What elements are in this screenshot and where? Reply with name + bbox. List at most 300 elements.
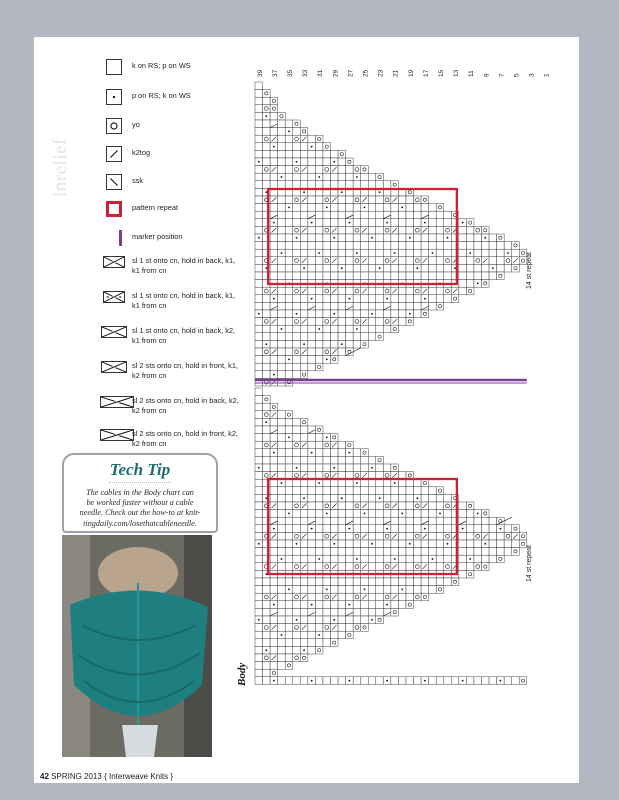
chart-cell	[300, 586, 308, 594]
chart-cell	[300, 631, 308, 639]
purl-dot	[379, 191, 381, 193]
chart-cell	[512, 525, 520, 533]
chart-cell	[293, 525, 301, 533]
chart-cell	[285, 631, 293, 639]
chart-cell	[338, 272, 346, 280]
chart-cell	[406, 295, 414, 303]
chart-cell	[293, 517, 301, 525]
chart-cell	[429, 226, 437, 234]
chart-cell	[323, 242, 331, 250]
purl-dot	[296, 237, 298, 239]
chart-cell	[270, 181, 278, 189]
chart-cell	[263, 287, 271, 295]
chart-cell	[338, 158, 346, 166]
chart-cell	[331, 449, 339, 457]
chart-cell	[466, 280, 474, 288]
chart-cell	[278, 257, 286, 265]
purl-dot	[356, 176, 358, 178]
chart-cell	[270, 363, 278, 371]
chart-cell	[459, 555, 467, 563]
chart-cell	[270, 356, 278, 364]
chart-cell	[421, 540, 429, 548]
chart-cell	[338, 449, 346, 457]
purl-dot	[356, 558, 358, 560]
chart-cell	[376, 532, 384, 540]
chart-cell	[315, 272, 323, 280]
chart-cell	[376, 555, 384, 563]
purl-dot	[288, 359, 290, 361]
chart-cell	[300, 548, 308, 556]
chart-cell	[285, 601, 293, 609]
chart-cell	[278, 242, 286, 250]
chart-cell	[338, 456, 346, 464]
chart-cell	[368, 295, 376, 303]
purl-dot	[386, 680, 388, 682]
chart-cell	[361, 242, 369, 250]
chart-cell	[398, 479, 406, 487]
chart-cell	[346, 502, 354, 510]
chart-cell	[421, 204, 429, 212]
chart-cell	[398, 310, 406, 318]
chart-cell	[353, 310, 361, 318]
chart-cell	[308, 548, 316, 556]
chart-cell	[323, 517, 331, 525]
chart-cell	[270, 487, 278, 495]
chart-cell	[346, 204, 354, 212]
chart-cell	[406, 517, 414, 525]
chart-cell	[436, 525, 444, 533]
chart-cell	[331, 272, 339, 280]
chart-cell	[331, 548, 339, 556]
chart-cell	[263, 97, 271, 105]
chart-cell	[436, 272, 444, 280]
chart-cell	[353, 219, 361, 227]
purl-dot	[281, 482, 283, 484]
chart-cell	[323, 532, 331, 540]
chart-cell	[504, 540, 512, 548]
chart-cell	[383, 502, 391, 510]
purl-dot	[265, 115, 267, 117]
chart-cell	[293, 586, 301, 594]
chart-cell	[263, 593, 271, 601]
chart-cell	[504, 264, 512, 272]
chart-cell	[255, 525, 263, 533]
chart-cell	[466, 219, 474, 227]
chart-cell	[323, 302, 331, 310]
chart-cell	[270, 403, 278, 411]
chart-cell	[421, 479, 429, 487]
chart-cell	[406, 525, 414, 533]
chart-cell	[391, 464, 399, 472]
chart-cell	[482, 510, 490, 518]
chart-cell	[300, 654, 308, 662]
chart-cell	[406, 226, 414, 234]
chart-cell	[293, 211, 301, 219]
chart-cell	[308, 464, 316, 472]
chart-cell	[293, 264, 301, 272]
chart-cell	[497, 264, 505, 272]
chart-cell	[255, 333, 263, 341]
chart-cell	[346, 532, 354, 540]
chart-cell	[429, 517, 437, 525]
chart-cell	[444, 510, 452, 518]
chart-cell	[285, 264, 293, 272]
chart-cell	[315, 441, 323, 449]
chart-cell	[414, 310, 422, 318]
chart-cell	[293, 639, 301, 647]
chart-cell	[466, 548, 474, 556]
chart-cell	[293, 532, 301, 540]
chart-cell	[270, 631, 278, 639]
chart-cell	[263, 120, 271, 128]
chart-cell	[315, 287, 323, 295]
purl-dot	[303, 649, 305, 651]
chart-cell	[278, 295, 286, 303]
chart-cell	[263, 403, 271, 411]
chart-cell	[414, 302, 422, 310]
chart-cell	[338, 219, 346, 227]
purl-dot	[341, 267, 343, 269]
chart-cell	[263, 677, 271, 685]
chart-cell	[278, 654, 286, 662]
chart-cell	[308, 502, 316, 510]
chart-cell	[293, 150, 301, 158]
chart-cell	[398, 677, 406, 685]
chart-cell	[338, 287, 346, 295]
chart-cell	[383, 586, 391, 594]
purl-dot	[371, 619, 373, 621]
chart-cell	[278, 563, 286, 571]
chart-cell	[489, 517, 497, 525]
chart-cell	[489, 272, 497, 280]
chart-cell	[406, 487, 414, 495]
chart-cell	[278, 181, 286, 189]
chart-cell	[459, 563, 467, 571]
chart-cell	[285, 464, 293, 472]
chart-cell	[308, 563, 316, 571]
chart-cell	[346, 456, 354, 464]
chart-cell	[338, 226, 346, 234]
chart-cell	[474, 234, 482, 242]
purl-dot	[326, 207, 328, 209]
chart-cell	[308, 586, 316, 594]
chart-cell	[376, 525, 384, 533]
key-label: sl 1 st onto cn, hold in back, k2, k1 from cn	[132, 326, 236, 345]
chart-cell	[391, 540, 399, 548]
chart-cell	[338, 173, 346, 181]
chart-cell	[414, 196, 422, 204]
chart-cell	[383, 196, 391, 204]
chart-cell	[315, 257, 323, 265]
chart-cell	[285, 411, 293, 419]
chart-cell	[285, 624, 293, 632]
chart-cell	[331, 340, 339, 348]
chart-cell	[436, 548, 444, 556]
purl-dot	[281, 176, 283, 178]
chart-cell	[315, 616, 323, 624]
chart-cell	[263, 333, 271, 341]
chart-cell	[429, 563, 437, 571]
chart-cell	[300, 418, 308, 426]
chart-cell	[482, 280, 490, 288]
purl-dot	[348, 528, 350, 530]
chart-cell	[338, 677, 346, 685]
chart-cell	[278, 333, 286, 341]
chart-cell	[323, 548, 331, 556]
chart-cell	[398, 302, 406, 310]
chart-cell	[255, 434, 263, 442]
chart-cell	[255, 532, 263, 540]
chart-cell	[255, 548, 263, 556]
chart-cell	[353, 234, 361, 242]
chart-cell	[383, 494, 391, 502]
chart-cell	[474, 226, 482, 234]
chart-cell	[346, 302, 354, 310]
chart-cell	[444, 532, 452, 540]
chart-cell	[429, 242, 437, 250]
chart-cell	[376, 510, 384, 518]
chart-cell	[331, 631, 339, 639]
chart-cell	[278, 264, 286, 272]
chart-cell	[346, 586, 354, 594]
chart-cell	[315, 150, 323, 158]
chart-cell	[497, 272, 505, 280]
chart-cell	[361, 219, 369, 227]
chart-cell	[293, 371, 301, 379]
chart-cell	[255, 363, 263, 371]
chart-cell	[406, 257, 414, 265]
chart-cell	[466, 242, 474, 250]
chart-cell	[338, 181, 346, 189]
chart-cell	[308, 363, 316, 371]
purl-dot	[288, 437, 290, 439]
chart-cell	[278, 348, 286, 356]
chart-cell	[376, 295, 384, 303]
chart-cell	[338, 548, 346, 556]
chart-cell	[376, 502, 384, 510]
chart-cell	[285, 363, 293, 371]
purl-dot	[311, 452, 313, 454]
purl-dot	[318, 252, 320, 254]
chart-cell	[293, 325, 301, 333]
chart-cell	[383, 272, 391, 280]
purl-dot	[303, 497, 305, 499]
chart-cell	[285, 479, 293, 487]
chart-cell	[255, 105, 263, 113]
chart-cell	[255, 593, 263, 601]
chart-cell	[353, 563, 361, 571]
chart-cell	[361, 464, 369, 472]
chart-cell	[353, 287, 361, 295]
chart-cell	[414, 249, 422, 257]
chart-cell	[414, 517, 422, 525]
chart-cell	[444, 257, 452, 265]
chart-cell	[353, 166, 361, 174]
chart-cell	[285, 287, 293, 295]
purl-dot	[424, 298, 426, 300]
chart-cell	[474, 540, 482, 548]
purl-dot	[364, 207, 366, 209]
magazine-name: { Interweave Knits }	[104, 772, 174, 781]
chart-cell	[376, 456, 384, 464]
purl-dot	[303, 343, 305, 345]
purl-dot	[296, 467, 298, 469]
chart-cell	[315, 510, 323, 518]
chart-cell	[474, 525, 482, 533]
chart-cell	[398, 555, 406, 563]
chart-cell	[293, 226, 301, 234]
chart-cell	[315, 593, 323, 601]
chart-cell	[255, 396, 263, 404]
chart-cell	[278, 677, 286, 685]
chart-cell	[263, 464, 271, 472]
chart-cell	[293, 456, 301, 464]
chart-cell	[331, 639, 339, 647]
chart-cell	[429, 302, 437, 310]
chart-cell	[383, 479, 391, 487]
purl-dot	[296, 543, 298, 545]
chart-cell	[331, 356, 339, 364]
key-label: k on RS; p on WS	[132, 61, 191, 70]
chart-cell	[308, 540, 316, 548]
chart-cell	[263, 616, 271, 624]
chart-cell	[459, 287, 467, 295]
masthead-text: inrelief	[50, 138, 71, 197]
chart-cell	[353, 510, 361, 518]
purl-dot	[303, 191, 305, 193]
chart-cell	[353, 578, 361, 586]
column-number: 21	[392, 69, 400, 77]
chart-cell	[331, 295, 339, 303]
chart-cell	[308, 264, 316, 272]
column-number: 33	[302, 69, 310, 77]
chart-cell	[315, 563, 323, 571]
chart-cell	[270, 128, 278, 136]
chart-cell	[346, 548, 354, 556]
chart-cell	[338, 532, 346, 540]
chart-cell	[315, 211, 323, 219]
chart-cell	[376, 464, 384, 472]
chart-cell	[308, 333, 316, 341]
chart-cell	[436, 257, 444, 265]
tech-tip-line: be worked faster without a cable	[86, 498, 194, 508]
chart-cell	[263, 325, 271, 333]
chart-cell	[323, 226, 331, 234]
chart-cell	[376, 204, 384, 212]
purl-dot	[356, 328, 358, 330]
chart-cell	[315, 318, 323, 326]
chart-cell	[361, 272, 369, 280]
chart-cell	[263, 302, 271, 310]
chart-cell	[255, 601, 263, 609]
chart-cell	[315, 586, 323, 594]
purl-dot	[379, 497, 381, 499]
purl-dot	[394, 482, 396, 484]
chart-cell	[278, 143, 286, 151]
chart-cell	[315, 348, 323, 356]
chart-cell	[391, 517, 399, 525]
chart-cell	[421, 593, 429, 601]
chart-cell	[331, 204, 339, 212]
chart-cell	[489, 249, 497, 257]
chart-cell	[323, 487, 331, 495]
chart-cell	[270, 112, 278, 120]
chart-cell	[278, 449, 286, 457]
chart-cell	[270, 479, 278, 487]
chart-cell	[300, 204, 308, 212]
chart-cell	[293, 242, 301, 250]
purl-dot	[416, 267, 418, 269]
chart-cell	[421, 242, 429, 250]
column-number: 39	[256, 69, 264, 77]
purl-dot	[439, 513, 441, 515]
chart-cell	[308, 479, 316, 487]
chart-cell	[391, 525, 399, 533]
chart-cell	[368, 264, 376, 272]
chart-cell	[315, 646, 323, 654]
chart-cell	[346, 479, 354, 487]
chart-cell	[429, 548, 437, 556]
chart-cell	[255, 494, 263, 502]
chart-cell	[331, 456, 339, 464]
chart-cell	[255, 669, 263, 677]
chart-cell	[278, 548, 286, 556]
chart-cell	[338, 348, 346, 356]
chart-cell	[421, 586, 429, 594]
chart-cell	[323, 173, 331, 181]
chart-cell	[459, 280, 467, 288]
chart-cell	[512, 242, 520, 250]
chart-cell	[263, 166, 271, 174]
purl-dot	[288, 513, 290, 515]
chart-cell	[323, 249, 331, 257]
chart-cell	[414, 272, 422, 280]
chart-cell	[353, 181, 361, 189]
chart-cell	[278, 135, 286, 143]
chart-cell	[368, 318, 376, 326]
chart-cell	[308, 249, 316, 257]
chart-cell	[315, 532, 323, 540]
chart-cell	[270, 646, 278, 654]
chart-cell	[368, 325, 376, 333]
chart-cell	[308, 318, 316, 326]
chart-cell	[263, 654, 271, 662]
chart-cell	[255, 211, 263, 219]
chart-cell	[278, 226, 286, 234]
chart-cell	[323, 310, 331, 318]
chart-cell	[368, 219, 376, 227]
chart-cell	[497, 234, 505, 242]
tech-tip-line: The cables in the Body chart can	[86, 488, 194, 497]
chart-cell	[368, 532, 376, 540]
chart-cell	[255, 472, 263, 480]
chart-cell	[293, 479, 301, 487]
chart-cell	[338, 257, 346, 265]
chart-cell	[270, 333, 278, 341]
chart-cell	[300, 555, 308, 563]
chart-cell	[323, 234, 331, 242]
chart-cell	[353, 196, 361, 204]
chart-cell	[383, 234, 391, 242]
chart-cell	[376, 586, 384, 594]
chart-cell	[421, 578, 429, 586]
chart-cell	[270, 204, 278, 212]
chart-cell	[444, 242, 452, 250]
purl-dot	[477, 283, 479, 285]
chart-cell	[300, 510, 308, 518]
chart-cell	[406, 219, 414, 227]
chart-cell	[474, 242, 482, 250]
